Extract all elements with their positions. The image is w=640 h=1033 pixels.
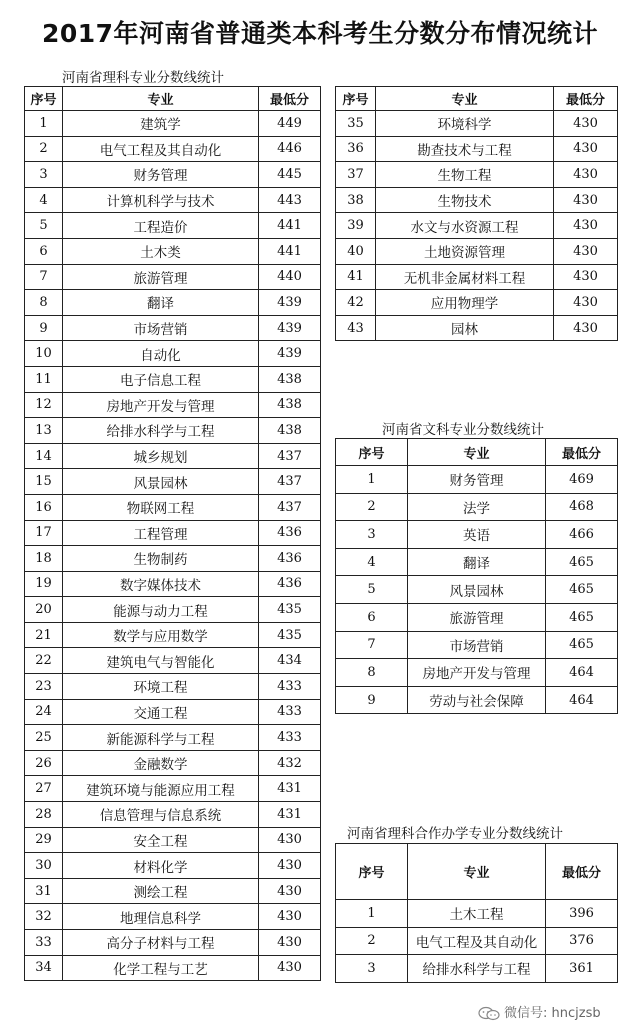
table-row bbox=[25, 750, 321, 776]
row-score: 435 bbox=[259, 622, 321, 648]
table-row bbox=[336, 493, 618, 521]
row-major: 给排水科学与工程 bbox=[408, 955, 546, 983]
table-row bbox=[336, 264, 618, 290]
table-row bbox=[25, 546, 321, 572]
row-score: 430 bbox=[554, 290, 618, 316]
row-score: 437 bbox=[259, 469, 321, 495]
row-major: 测绘工程 bbox=[63, 878, 259, 904]
wechat-icon bbox=[478, 1006, 500, 1021]
row-seq: 42 bbox=[336, 290, 376, 316]
row-seq: 1 bbox=[25, 111, 63, 137]
row-seq: 38 bbox=[336, 187, 376, 213]
row-seq: 27 bbox=[25, 776, 63, 802]
table-row bbox=[25, 955, 321, 981]
table-row bbox=[25, 366, 321, 392]
table-row bbox=[25, 341, 321, 367]
table-row bbox=[25, 418, 321, 444]
row-score: 435 bbox=[259, 597, 321, 623]
table-row bbox=[25, 827, 321, 853]
row-seq: 9 bbox=[336, 686, 408, 714]
row-score: 432 bbox=[259, 750, 321, 776]
row-major: 园林 bbox=[376, 315, 554, 341]
row-major: 数字媒体技术 bbox=[63, 571, 259, 597]
row-score: 469 bbox=[546, 466, 618, 494]
watermark bbox=[478, 1002, 601, 1021]
table-row bbox=[25, 162, 321, 188]
row-major: 房地产开发与管理 bbox=[408, 659, 546, 687]
row-seq: 7 bbox=[25, 264, 63, 290]
row-major: 法学 bbox=[408, 493, 546, 521]
row-score: 436 bbox=[259, 571, 321, 597]
row-seq: 4 bbox=[25, 187, 63, 213]
row-seq: 12 bbox=[25, 392, 63, 418]
row-score: 430 bbox=[554, 264, 618, 290]
row-seq: 8 bbox=[336, 659, 408, 687]
row-seq: 9 bbox=[25, 315, 63, 341]
header-score: 最低分 bbox=[554, 87, 618, 111]
row-score: 440 bbox=[259, 264, 321, 290]
table-row bbox=[25, 699, 321, 725]
science-table-right bbox=[335, 86, 618, 341]
arts-table-caption: 河南省文科专业分数线统计 bbox=[382, 422, 544, 438]
table-row bbox=[336, 900, 618, 928]
row-major: 劳动与社会保障 bbox=[408, 686, 546, 714]
header-seq: 序号 bbox=[336, 87, 376, 111]
table-row bbox=[336, 603, 618, 631]
table-row bbox=[336, 315, 618, 341]
row-score: 431 bbox=[259, 802, 321, 828]
row-major: 无机非金属材料工程 bbox=[376, 264, 554, 290]
row-score: 436 bbox=[259, 546, 321, 572]
table-row bbox=[25, 290, 321, 316]
row-seq: 35 bbox=[336, 111, 376, 137]
row-score: 439 bbox=[259, 290, 321, 316]
row-major: 给排水科学与工程 bbox=[63, 418, 259, 444]
row-score: 430 bbox=[554, 315, 618, 341]
header-score: 最低分 bbox=[546, 844, 618, 900]
table-row bbox=[336, 162, 618, 188]
row-score: 441 bbox=[259, 238, 321, 264]
row-seq: 31 bbox=[25, 878, 63, 904]
row-major: 化学工程与工艺 bbox=[63, 955, 259, 981]
row-score: 465 bbox=[546, 631, 618, 659]
header-major: 专业 bbox=[63, 87, 259, 111]
row-score: 430 bbox=[259, 904, 321, 930]
row-seq: 1 bbox=[336, 466, 408, 494]
row-seq: 2 bbox=[336, 927, 408, 955]
table-row bbox=[25, 904, 321, 930]
table-row bbox=[25, 802, 321, 828]
row-major: 建筑电气与智能化 bbox=[63, 648, 259, 674]
row-seq: 4 bbox=[336, 548, 408, 576]
table-row bbox=[336, 111, 618, 137]
row-major: 新能源科学与工程 bbox=[63, 725, 259, 751]
row-major: 工程造价 bbox=[63, 213, 259, 239]
row-major: 生物制药 bbox=[63, 546, 259, 572]
coop-table bbox=[335, 843, 618, 983]
table-row bbox=[25, 674, 321, 700]
table-row bbox=[25, 443, 321, 469]
row-major: 自动化 bbox=[63, 341, 259, 367]
header-major: 专业 bbox=[376, 87, 554, 111]
row-score: 465 bbox=[546, 576, 618, 604]
row-score: 396 bbox=[546, 900, 618, 928]
row-major: 市场营销 bbox=[408, 631, 546, 659]
row-major: 能源与动力工程 bbox=[63, 597, 259, 623]
row-major: 旅游管理 bbox=[408, 603, 546, 631]
table-row bbox=[25, 520, 321, 546]
row-major: 交通工程 bbox=[63, 699, 259, 725]
row-score: 431 bbox=[259, 776, 321, 802]
table-row bbox=[25, 315, 321, 341]
row-seq: 5 bbox=[336, 576, 408, 604]
row-seq: 19 bbox=[25, 571, 63, 597]
row-major: 物联网工程 bbox=[63, 494, 259, 520]
table-row bbox=[25, 571, 321, 597]
row-major: 城乡规划 bbox=[63, 443, 259, 469]
row-major: 计算机科学与技术 bbox=[63, 187, 259, 213]
row-score: 438 bbox=[259, 418, 321, 444]
row-seq: 28 bbox=[25, 802, 63, 828]
table-row bbox=[25, 622, 321, 648]
row-seq: 14 bbox=[25, 443, 63, 469]
table-row bbox=[25, 776, 321, 802]
row-major: 建筑环境与能源应用工程 bbox=[63, 776, 259, 802]
row-major: 电气工程及其自动化 bbox=[63, 136, 259, 162]
science-table-caption: 河南省理科专业分数线统计 bbox=[62, 70, 224, 86]
row-seq: 18 bbox=[25, 546, 63, 572]
row-major: 高分子材料与工程 bbox=[63, 930, 259, 956]
table-row bbox=[25, 494, 321, 520]
row-major: 数学与应用数学 bbox=[63, 622, 259, 648]
table-row bbox=[336, 927, 618, 955]
table-row bbox=[25, 930, 321, 956]
row-seq: 43 bbox=[336, 315, 376, 341]
row-major: 财务管理 bbox=[408, 466, 546, 494]
row-seq: 10 bbox=[25, 341, 63, 367]
table-row bbox=[25, 392, 321, 418]
row-score: 376 bbox=[546, 927, 618, 955]
row-score: 438 bbox=[259, 366, 321, 392]
row-score: 466 bbox=[546, 521, 618, 549]
table-row bbox=[25, 111, 321, 137]
arts-table bbox=[335, 438, 618, 714]
coop-table-caption: 河南省理科合作办学专业分数线统计 bbox=[347, 826, 563, 842]
row-seq: 22 bbox=[25, 648, 63, 674]
row-seq: 16 bbox=[25, 494, 63, 520]
row-score: 433 bbox=[259, 674, 321, 700]
row-major: 翻译 bbox=[63, 290, 259, 316]
table-row bbox=[25, 597, 321, 623]
row-major: 电气工程及其自动化 bbox=[408, 927, 546, 955]
row-score: 464 bbox=[546, 659, 618, 687]
row-score: 438 bbox=[259, 392, 321, 418]
row-seq: 32 bbox=[25, 904, 63, 930]
row-score: 430 bbox=[554, 187, 618, 213]
row-seq: 39 bbox=[336, 213, 376, 239]
row-seq: 34 bbox=[25, 955, 63, 981]
row-major: 土木工程 bbox=[408, 900, 546, 928]
row-major: 电子信息工程 bbox=[63, 366, 259, 392]
row-major: 土木类 bbox=[63, 238, 259, 264]
row-score: 430 bbox=[259, 930, 321, 956]
watermark-text: 微信号: hncjzsb bbox=[504, 1006, 601, 1021]
row-score: 430 bbox=[554, 136, 618, 162]
table-row bbox=[336, 521, 618, 549]
row-major: 土地资源管理 bbox=[376, 238, 554, 264]
row-major: 财务管理 bbox=[63, 162, 259, 188]
row-seq: 25 bbox=[25, 725, 63, 751]
table-row bbox=[336, 238, 618, 264]
row-seq: 3 bbox=[25, 162, 63, 188]
header-major: 专业 bbox=[408, 439, 546, 466]
row-major: 信息管理与信息系统 bbox=[63, 802, 259, 828]
table-row bbox=[336, 659, 618, 687]
table-row bbox=[25, 648, 321, 674]
row-major: 翻译 bbox=[408, 548, 546, 576]
header-seq: 序号 bbox=[336, 439, 408, 466]
row-seq: 6 bbox=[25, 238, 63, 264]
row-seq: 3 bbox=[336, 521, 408, 549]
row-seq: 13 bbox=[25, 418, 63, 444]
row-seq: 33 bbox=[25, 930, 63, 956]
row-score: 430 bbox=[259, 955, 321, 981]
row-major: 工程管理 bbox=[63, 520, 259, 546]
table-row bbox=[336, 290, 618, 316]
row-score: 430 bbox=[554, 111, 618, 137]
row-major: 风景园林 bbox=[408, 576, 546, 604]
row-major: 旅游管理 bbox=[63, 264, 259, 290]
row-seq: 41 bbox=[336, 264, 376, 290]
row-seq: 2 bbox=[25, 136, 63, 162]
science-table-left bbox=[24, 86, 321, 981]
table-row bbox=[336, 136, 618, 162]
row-major: 材料化学 bbox=[63, 853, 259, 879]
header-seq: 序号 bbox=[336, 844, 408, 900]
row-seq: 5 bbox=[25, 213, 63, 239]
row-score: 430 bbox=[554, 238, 618, 264]
row-seq: 30 bbox=[25, 853, 63, 879]
row-major: 应用物理学 bbox=[376, 290, 554, 316]
row-seq: 1 bbox=[336, 900, 408, 928]
table-row bbox=[336, 466, 618, 494]
row-score: 434 bbox=[259, 648, 321, 674]
table-row bbox=[25, 264, 321, 290]
table-row bbox=[25, 853, 321, 879]
row-seq: 37 bbox=[336, 162, 376, 188]
row-seq: 15 bbox=[25, 469, 63, 495]
row-score: 465 bbox=[546, 548, 618, 576]
table-row bbox=[336, 686, 618, 714]
row-score: 437 bbox=[259, 443, 321, 469]
table-row bbox=[336, 955, 618, 983]
table-row bbox=[336, 548, 618, 576]
row-major: 安全工程 bbox=[63, 827, 259, 853]
row-major: 水文与水资源工程 bbox=[376, 213, 554, 239]
row-score: 445 bbox=[259, 162, 321, 188]
row-major: 生物技术 bbox=[376, 187, 554, 213]
table-row bbox=[336, 213, 618, 239]
row-seq: 7 bbox=[336, 631, 408, 659]
row-major: 房地产开发与管理 bbox=[63, 392, 259, 418]
row-major: 环境科学 bbox=[376, 111, 554, 137]
row-seq: 24 bbox=[25, 699, 63, 725]
row-major: 风景园林 bbox=[63, 469, 259, 495]
row-score: 430 bbox=[259, 853, 321, 879]
row-score: 464 bbox=[546, 686, 618, 714]
table-row bbox=[25, 213, 321, 239]
table-row bbox=[25, 238, 321, 264]
page-title: 2017年河南省普通类本科考生分数分布情况统计 bbox=[41, 19, 599, 48]
row-seq: 20 bbox=[25, 597, 63, 623]
row-major: 勘查技术与工程 bbox=[376, 136, 554, 162]
row-major: 地理信息科学 bbox=[63, 904, 259, 930]
row-seq: 6 bbox=[336, 603, 408, 631]
header-score: 最低分 bbox=[259, 87, 321, 111]
header-seq: 序号 bbox=[25, 87, 63, 111]
header-major: 专业 bbox=[408, 844, 546, 900]
row-major: 建筑学 bbox=[63, 111, 259, 137]
row-score: 430 bbox=[259, 878, 321, 904]
row-score: 468 bbox=[546, 493, 618, 521]
row-score: 361 bbox=[546, 955, 618, 983]
row-seq: 23 bbox=[25, 674, 63, 700]
table-row bbox=[336, 631, 618, 659]
table-row bbox=[25, 878, 321, 904]
row-score: 433 bbox=[259, 699, 321, 725]
table-row bbox=[25, 725, 321, 751]
row-score: 439 bbox=[259, 315, 321, 341]
row-major: 英语 bbox=[408, 521, 546, 549]
row-seq: 29 bbox=[25, 827, 63, 853]
row-seq: 26 bbox=[25, 750, 63, 776]
row-score: 436 bbox=[259, 520, 321, 546]
table-row bbox=[25, 469, 321, 495]
row-major: 生物工程 bbox=[376, 162, 554, 188]
row-score: 443 bbox=[259, 187, 321, 213]
row-score: 465 bbox=[546, 603, 618, 631]
row-seq: 36 bbox=[336, 136, 376, 162]
row-score: 439 bbox=[259, 341, 321, 367]
row-score: 430 bbox=[259, 827, 321, 853]
row-score: 449 bbox=[259, 111, 321, 137]
row-major: 环境工程 bbox=[63, 674, 259, 700]
row-seq: 8 bbox=[25, 290, 63, 316]
row-score: 441 bbox=[259, 213, 321, 239]
row-major: 金融数学 bbox=[63, 750, 259, 776]
row-seq: 11 bbox=[25, 366, 63, 392]
table-row bbox=[25, 136, 321, 162]
row-major: 市场营销 bbox=[63, 315, 259, 341]
header-score: 最低分 bbox=[546, 439, 618, 466]
table-row bbox=[25, 187, 321, 213]
row-score: 430 bbox=[554, 213, 618, 239]
row-seq: 2 bbox=[336, 493, 408, 521]
table-row bbox=[336, 187, 618, 213]
row-score: 433 bbox=[259, 725, 321, 751]
row-seq: 17 bbox=[25, 520, 63, 546]
row-score: 430 bbox=[554, 162, 618, 188]
row-score: 446 bbox=[259, 136, 321, 162]
row-seq: 21 bbox=[25, 622, 63, 648]
row-seq: 3 bbox=[336, 955, 408, 983]
row-seq: 40 bbox=[336, 238, 376, 264]
row-score: 437 bbox=[259, 494, 321, 520]
table-row bbox=[336, 576, 618, 604]
